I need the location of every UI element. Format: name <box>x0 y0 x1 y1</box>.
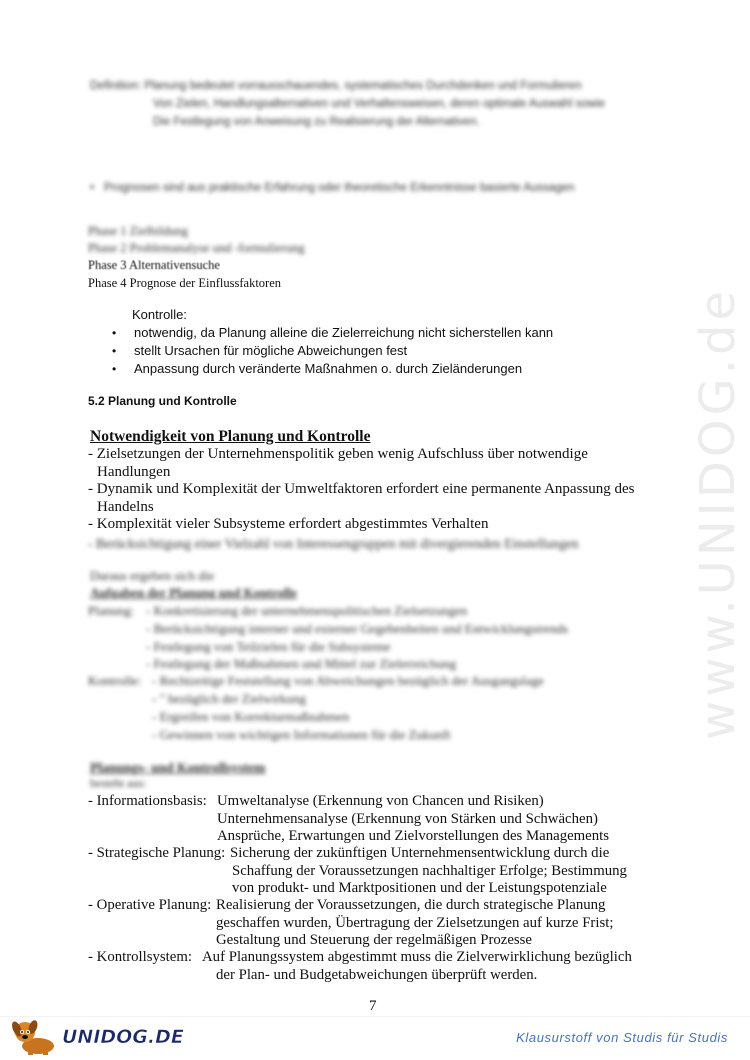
text-line: geschaffen wurden, Übertragung der Zielsetzungen auf kurze Frist; <box>216 914 614 931</box>
text-line: Realisierung der Voraussetzungen, die durch strategische Planung <box>216 897 606 913</box>
kontrolle-list <box>112 324 553 378</box>
text-line: Gestaltung und Steuerung der regelmäßigen Prozesse <box>216 932 532 948</box>
list-item: Handelns <box>97 498 154 515</box>
footer-tagline: Klausurstoff von Studis für Studis <box>516 1030 728 1045</box>
text-line: Unternehmensanalyse (Erkennung von Stärken und Schwächen) <box>217 810 598 827</box>
list-item: - Zielsetzungen der Unternehmenspolitik geben wenig Aufschluss über notwendige <box>88 446 588 462</box>
list-item: - Rechtzeitige Feststellung von Abweichungen bezüglich der Ausgangslage <box>152 673 544 688</box>
aufgaben-intro: Daraus ergeben sich die <box>90 568 215 583</box>
bullet-icon: • <box>112 326 117 340</box>
definition-line-3: Die Festlegung von Anweisung zu Realisierung der Alternativen. <box>153 116 480 128</box>
prognose-bullet <box>90 180 575 194</box>
phase-1: Phase 1 Zielbildung <box>88 224 188 238</box>
list-item: - Festlegung von Teilzielen für die Subsysteme <box>146 639 391 654</box>
strategische-planung-label: - Strategische Planung: <box>88 845 226 861</box>
text-line: Auf Planungssystem abgestimmt muss die Zielverwirklichung bezüglich <box>202 949 632 965</box>
list-item-text: Anpassung durch veränderte Maßnahmen o. durch Zieländerungen <box>134 361 523 376</box>
text-line: Umweltanalyse (Erkennung von Chancen und Risiken) <box>217 793 544 809</box>
watermark: www.UNIDOG.de <box>690 286 746 740</box>
footer-divider <box>0 1016 750 1017</box>
phase-2: Phase 2 Problemanalyse und -formulierung <box>88 241 305 255</box>
bullet-icon: • <box>112 362 117 376</box>
list-item: - " bezüglich der Zielwirkung <box>152 691 307 706</box>
text-line: Sicherung der zukünftigen Unternehmensentwicklung durch die <box>230 845 610 861</box>
notwendigkeit-list <box>88 446 648 552</box>
text-line: Schaffung der Voraussetzungen nachhaltiger Erfolge; Bestimmung <box>232 862 627 879</box>
operative-planung-label: - Operative Planung: <box>88 897 212 913</box>
informationsbasis-text <box>217 793 609 846</box>
list-item: - Konkretisierung der unternehmenspolitischen Zielsetzungen <box>146 603 468 618</box>
list-item-text: stellt Ursachen für mögliche Abweichungen fest <box>134 343 408 358</box>
definition-line-2: Von Zielen, Handlungsalternativen und Verhaltensweisen, deren optimale Auswahl sowie <box>153 98 605 110</box>
list-item <box>112 324 553 342</box>
section-heading: 5.2 Planung und Kontrolle <box>88 394 237 408</box>
text-line: der Plan- und Budgetabweichungen überprüft werden. <box>216 966 538 983</box>
list-item: Handlungen <box>97 463 171 480</box>
notwendigkeit-title: Notwendigkeit von Planung und Kontrolle <box>90 428 371 445</box>
text-line: Ansprüche, Erwartungen und Zielvorstellungen des Managements <box>217 828 610 844</box>
phase-4: Phase 4 Prognose der Einflussfaktoren <box>88 276 282 290</box>
bullet-icon: • <box>112 344 117 358</box>
strategische-planung-text <box>230 845 627 898</box>
list-item: - Berücksichtigung einer Vielzahl von Interessengruppen mit divergierenden Einstellungen <box>88 535 579 551</box>
aufgaben-kontrolle-label: Kontrolle: <box>88 673 142 688</box>
list-item: - Berücksichtigung interner und externer Gegebenheiten und Entwicklungstrends <box>146 621 569 636</box>
informationsbasis-label: - Informationsbasis: <box>88 793 207 809</box>
list-item: - Komplexität vieler Subsysteme erfordert abgestimmtes Verhalten <box>88 516 489 532</box>
definition-line-1: Definition: Planung bedeutet vorrausschauendes, systematisches Durchdenken und Formulieren <box>90 80 582 92</box>
dog-logo-icon <box>8 1016 64 1056</box>
text-line: von produkt- und Marktpositionen und der Leistungspotenziale <box>232 880 607 896</box>
list-item-text: notwendig, da Planung alleine die Zielerreichung nicht sicherstellen kann <box>134 325 554 340</box>
aufgaben-planung-label: Planung: <box>88 603 135 618</box>
page-number: 7 <box>369 998 377 1014</box>
prognose-text: Prognosen sind aus praktische Erfahrung oder theoretische Erkenntnisse basierte Aussagen <box>104 182 575 194</box>
list-item: - Dynamik und Komplexität der Umweltfaktoren erfordert eine permanente Anpassung des <box>88 481 635 497</box>
footer-logo-text: UNIDOG.DE <box>62 1026 184 1048</box>
list-item <box>112 342 553 360</box>
aufgaben-title: Aufgaben der Planung und Kontrolle <box>90 585 297 600</box>
list-item <box>112 360 553 378</box>
list-item: - Gewinnen von wichtigen Informationen für die Zukunft <box>152 727 451 742</box>
kontrollsystem-text <box>202 949 632 984</box>
list-item: - Ergreifen von Korrekturmaßnahmen <box>152 709 350 724</box>
kontrolle-title: Kontrolle: <box>132 307 187 322</box>
operative-planung-text <box>216 897 613 950</box>
list-item: - Festlegung der Maßnahmen und Mittel zur Zielerreichung <box>146 656 457 671</box>
kontrollsystem-label: - Kontrollsystem: <box>88 949 192 965</box>
planungssystem-subtitle: besteht aus: <box>90 776 147 790</box>
bullet-icon: • <box>90 180 95 194</box>
planungssystem-title: Planungs- und Kontrollsystem <box>90 760 266 775</box>
phase-3: Phase 3 Alternativensuche <box>88 258 220 272</box>
